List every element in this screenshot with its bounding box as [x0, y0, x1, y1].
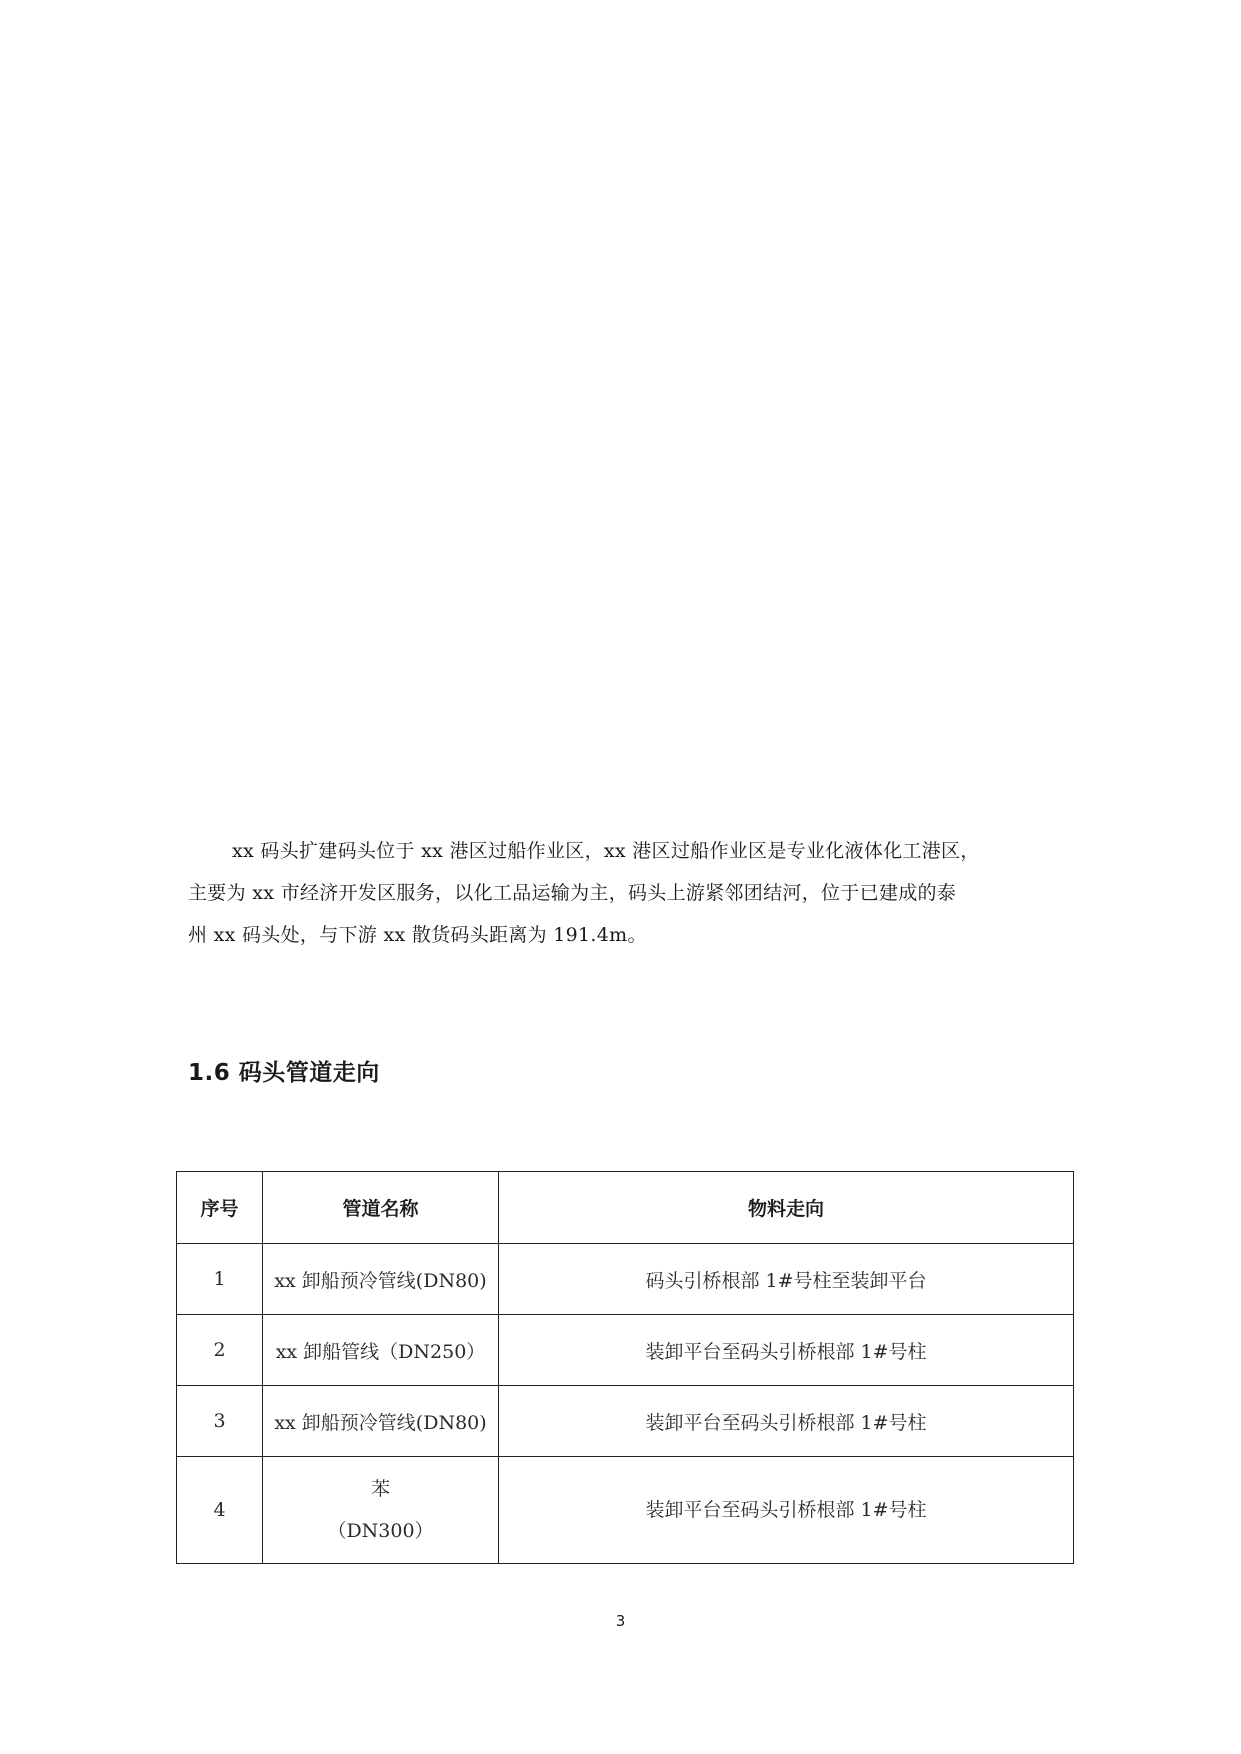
cell-pipe-name: xx 卸船预冷管线(DN80)	[263, 1386, 499, 1457]
cell-pipe-name: xx 卸船管线（DN250）	[263, 1315, 499, 1386]
cell-material-route: 装卸平台至码头引桥根部 1#号柱	[499, 1315, 1074, 1386]
table-row	[177, 1457, 1074, 1564]
cell-material-route: 码头引桥根部 1#号柱至装卸平台	[499, 1244, 1074, 1315]
header-cell-pipe-name: 管道名称	[263, 1172, 499, 1244]
cell-material-route: 装卸平台至码头引桥根部 1#号柱	[499, 1386, 1074, 1457]
cell-number: 4	[177, 1457, 263, 1564]
table-row	[177, 1315, 1074, 1386]
paragraph-line: 主要为 xx 市经济开发区服务，以化工品运输为主，码头上游紧邻团结河，位于已建成的泰	[188, 882, 957, 904]
table-row	[177, 1244, 1074, 1315]
cell-pipe-name	[263, 1457, 499, 1564]
table-row	[177, 1386, 1074, 1457]
paragraph-line: 州 xx 码头处，与下游 xx 散货码头距离为 191.4m。	[188, 924, 647, 946]
header-cell-material-route: 物料走向	[499, 1172, 1074, 1244]
body-paragraph	[188, 830, 1068, 956]
cell-number: 3	[177, 1386, 263, 1457]
header-cell-number: 序号	[177, 1172, 263, 1244]
cell-number: 2	[177, 1315, 263, 1386]
paragraph-line: xx 码头扩建码头位于 xx 港区过船作业区，xx 港区过船作业区是专业化液体化工港区，	[232, 840, 980, 862]
page-number: 3	[615, 1612, 626, 1630]
table-header-row	[177, 1172, 1074, 1244]
cell-number: 1	[177, 1244, 263, 1315]
pipe-name-line: （DN300）	[327, 1520, 434, 1542]
pipe-name-line: 苯	[370, 1478, 390, 1500]
section-heading: 1.6 码头管道走向	[188, 1060, 380, 1086]
cell-material-route: 装卸平台至码头引桥根部 1#号柱	[499, 1457, 1074, 1564]
pipeline-table	[176, 1171, 1074, 1564]
cell-pipe-name: xx 卸船预冷管线(DN80)	[263, 1244, 499, 1315]
